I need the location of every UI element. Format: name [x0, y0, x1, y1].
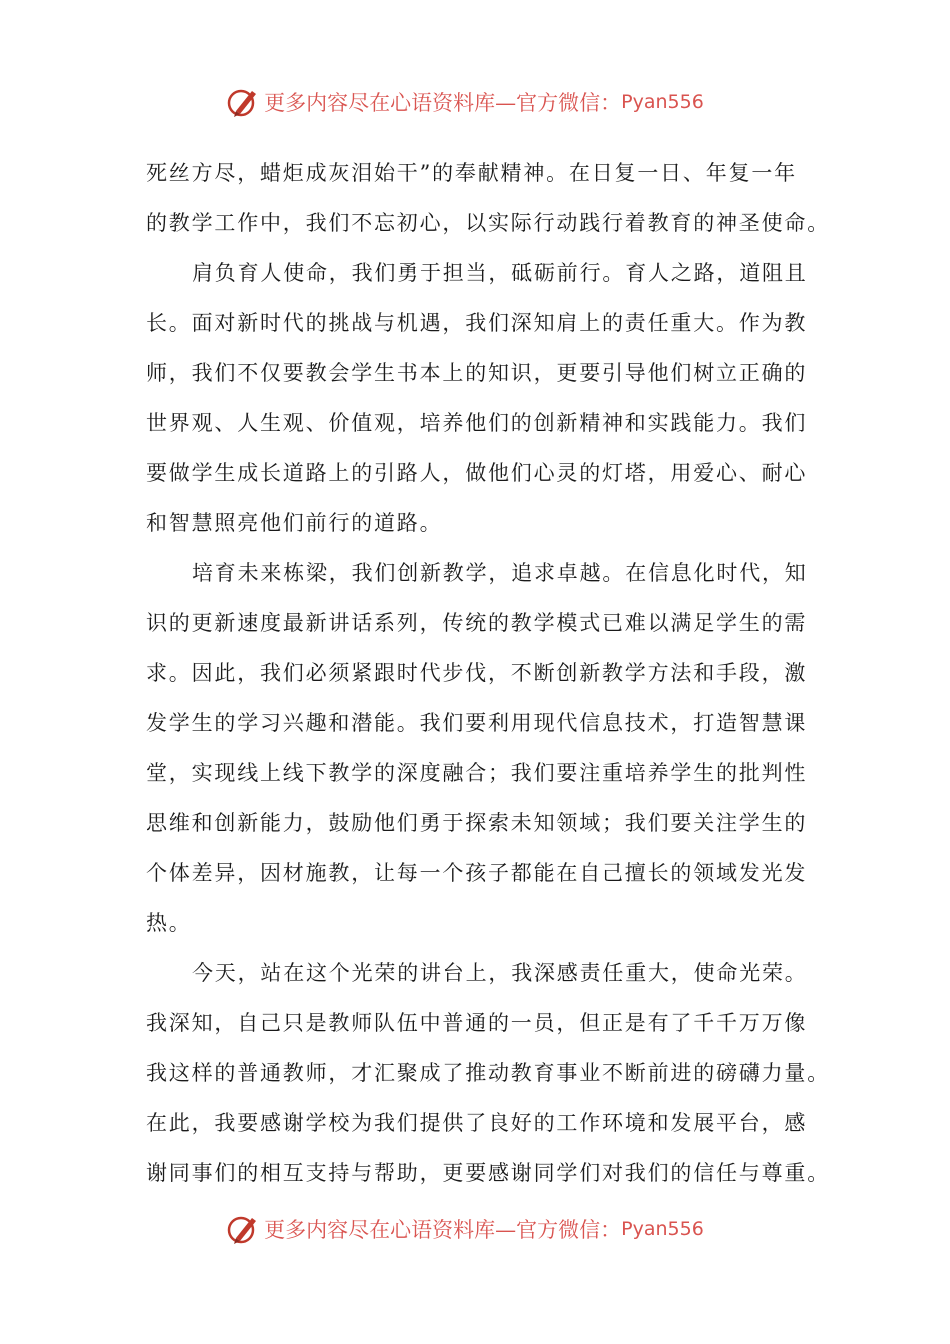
text-line: 死丝方尽，蜡炬成灰泪始干”的奉献精神。在日复一日、年复一年: [146, 161, 797, 185]
text-line: 长。面对新时代的挑战与机遇，我们深知肩上的责任重大。作为教: [146, 311, 808, 335]
text-line: 求。因此，我们必须紧跟时代步伐，不断创新教学方法和手段，激: [146, 661, 808, 685]
text-line: 思维和创新能力，鼓励他们勇于探索未知领域；我们要关注学生的: [146, 811, 808, 835]
banner-text: 更多内容尽在心语资料库—官方微信：: [264, 91, 622, 115]
text-line: 堂，实现线上线下教学的深度融合；我们要注重培养学生的批判性: [146, 761, 808, 785]
text-line: 个体差异，因材施教，让每一个孩子都能在自己擅长的领域发光发: [146, 861, 808, 885]
text-line: 在此，我要感谢学校为我们提供了良好的工作环境和发展平台，感: [146, 1111, 808, 1135]
text-line: 世界观、人生观、价值观，培养他们的创新精神和实践能力。我们: [146, 411, 808, 435]
text-line: 的教学工作中，我们不忘初心，以实际行动践行着教育的神圣使命。: [146, 211, 830, 235]
document-body: [146, 148, 830, 1198]
text-line: 肩负育人使命，我们勇于担当，砥砺前行。育人之路，道阻且: [192, 261, 808, 285]
header-banner: [0, 82, 950, 122]
wechat-id: Pyan556: [621, 91, 704, 113]
text-line: 热。: [146, 911, 192, 935]
text-line: 我这样的普通教师，才汇聚成了推动教育事业不断前进的磅礴力量。: [146, 1061, 830, 1085]
text-line: 发学生的学习兴趣和潜能。我们要利用现代信息技术，打造智慧课: [146, 711, 808, 735]
text-line: 今天，站在这个光荣的讲台上，我深感责任重大，使命光荣。: [192, 961, 808, 985]
text-line: 培育未来栋梁，我们创新教学，追求卓越。在信息化时代，知: [192, 561, 808, 585]
text-line: 识的更新速度最新讲话系列，传统的教学模式已难以满足学生的需: [146, 611, 808, 635]
text-line: 要做学生成长道路上的引路人，做他们心灵的灯塔，用爱心、耐心: [146, 461, 808, 485]
pen-logo-icon: [226, 1212, 260, 1246]
footer-banner: [0, 1209, 950, 1249]
banner-text: 更多内容尽在心语资料库—官方微信：: [264, 1218, 622, 1242]
text-line: 师，我们不仅要教会学生书本上的知识，更要引导他们树立正确的: [146, 361, 808, 385]
text-line: 谢同事们的相互支持与帮助，更要感谢同学们对我们的信任与尊重。: [146, 1161, 830, 1185]
pen-logo-icon: [226, 85, 260, 119]
text-line: 我深知，自己只是教师队伍中普通的一员，但正是有了千千万万像: [146, 1011, 808, 1035]
text-line: 和智慧照亮他们前行的道路。: [146, 511, 443, 535]
wechat-id: Pyan556: [621, 1218, 704, 1240]
